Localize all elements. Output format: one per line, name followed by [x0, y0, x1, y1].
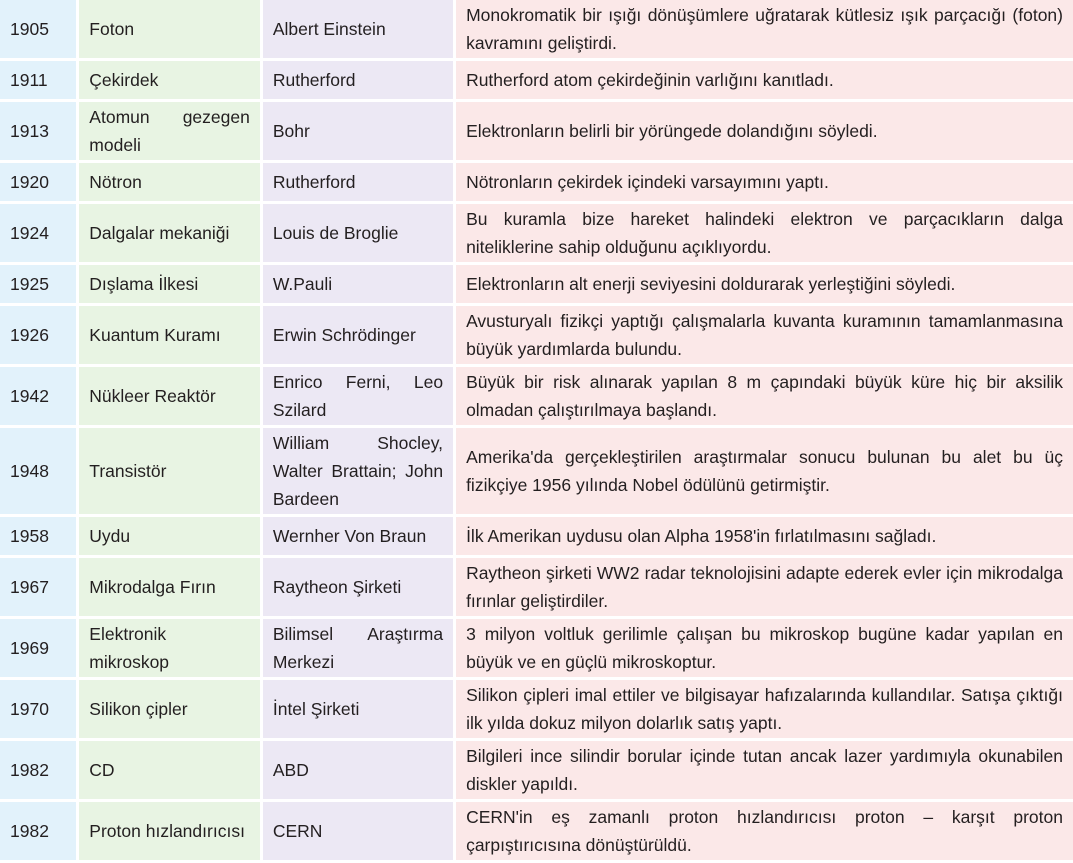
table-row	[0, 367, 1073, 425]
description-cell: Elektronların alt enerji seviyesini doldurarak yerleştiğini söyledi.	[456, 265, 1073, 303]
person-cell: Bilimsel Araştırma Merkezi	[263, 619, 453, 677]
year-cell: 1913	[0, 102, 76, 160]
person-cell: Bohr	[263, 102, 453, 160]
name-cell: Proton hızlandırıcısı	[79, 802, 260, 860]
table-row	[0, 163, 1073, 201]
name-cell: Foton	[79, 0, 260, 58]
person-cell: W.Pauli	[263, 265, 453, 303]
description-cell: CERN'in eş zamanlı proton hızlandırıcısı proton – karşıt proton çarpıştırıcısına dönüştürüldü.	[456, 802, 1073, 860]
year-cell: 1982	[0, 802, 76, 860]
person-cell: ABD	[263, 741, 453, 799]
year-cell: 1926	[0, 306, 76, 364]
table-row	[0, 517, 1073, 555]
year-cell: 1958	[0, 517, 76, 555]
description-cell: Elektronların belirli bir yörüngede dolandığını söyledi.	[456, 102, 1073, 160]
table-row	[0, 61, 1073, 99]
person-cell: Enrico Ferni, Leo Szilard	[263, 367, 453, 425]
year-cell: 1970	[0, 680, 76, 738]
year-cell: 1982	[0, 741, 76, 799]
name-cell: Dalgalar mekaniği	[79, 204, 260, 262]
table-row	[0, 558, 1073, 616]
person-cell: Louis de Broglie	[263, 204, 453, 262]
year-cell: 1967	[0, 558, 76, 616]
name-cell: Nükleer Reaktör	[79, 367, 260, 425]
year-cell: 1969	[0, 619, 76, 677]
description-cell: Büyük bir risk alınarak yapılan 8 m çapındaki büyük küre hiç bir aksilik olmadan çalıştırılmaya başlandı.	[456, 367, 1073, 425]
person-cell: Raytheon Şirketi	[263, 558, 453, 616]
description-cell: Amerika'da gerçekleştirilen araştırmalar sonucu bulunan bu alet bu üç fizikçiye 1956 yılında Nobel ödülünü getirmiştir.	[456, 428, 1073, 514]
name-cell: Mikrodalga Fırın	[79, 558, 260, 616]
table-row	[0, 741, 1073, 799]
description-cell: Monokromatik bir ışığı dönüşümlere uğratarak kütlesiz ışık parçacığı (foton) kavramını geliştirdi.	[456, 0, 1073, 58]
table-row	[0, 802, 1073, 860]
year-cell: 1905	[0, 0, 76, 58]
description-cell: Bilgileri ince silindir borular içinde tutan ancak lazer yardımıyla okunabilen diskler yapıldı.	[456, 741, 1073, 799]
name-cell: Uydu	[79, 517, 260, 555]
person-cell: Rutherford	[263, 163, 453, 201]
table-row	[0, 428, 1073, 514]
name-cell: Kuantum Kuramı	[79, 306, 260, 364]
year-cell: 1924	[0, 204, 76, 262]
table-row	[0, 204, 1073, 262]
person-cell: William Shocley, Walter Brattain; John Bardeen	[263, 428, 453, 514]
year-cell: 1920	[0, 163, 76, 201]
year-cell: 1911	[0, 61, 76, 99]
description-cell: Avusturyalı fizikçi yaptığı çalışmalarla kuvanta kuramının tamamlanmasına büyük yardımlarda bulundu.	[456, 306, 1073, 364]
name-cell: Çekirdek	[79, 61, 260, 99]
name-cell: Transistör	[79, 428, 260, 514]
description-cell: Raytheon şirketi WW2 radar teknolojisini adapte ederek evler için mikrodalga fırınlar geliştirdiler.	[456, 558, 1073, 616]
table-row	[0, 0, 1073, 58]
name-cell: Nötron	[79, 163, 260, 201]
name-cell: Atomun gezegen modeli	[79, 102, 260, 160]
person-cell: Albert Einstein	[263, 0, 453, 58]
description-cell: Bu kuramla bize hareket halindeki elektron ve parçacıkların dalga niteliklerine sahip olduğunu açıklıyordu.	[456, 204, 1073, 262]
year-cell: 1925	[0, 265, 76, 303]
table-row	[0, 619, 1073, 677]
person-cell: İntel Şirketi	[263, 680, 453, 738]
description-cell: İlk Amerikan uydusu olan Alpha 1958'in fırlatılmasını sağladı.	[456, 517, 1073, 555]
description-cell: Silikon çipleri imal ettiler ve bilgisayar hafızalarında kullandılar. Satışa çıktığı ilk yılda dokuz milyon dolarlık satış yaptı.	[456, 680, 1073, 738]
description-cell: Rutherford atom çekirdeğinin varlığını kanıtladı.	[456, 61, 1073, 99]
table-row	[0, 306, 1073, 364]
person-cell: Wernher Von Braun	[263, 517, 453, 555]
name-cell: CD	[79, 741, 260, 799]
person-cell: Rutherford	[263, 61, 453, 99]
year-cell: 1948	[0, 428, 76, 514]
person-cell: CERN	[263, 802, 453, 860]
table-row	[0, 102, 1073, 160]
year-cell: 1942	[0, 367, 76, 425]
person-cell: Erwin Schrödinger	[263, 306, 453, 364]
name-cell: Dışlama İlkesi	[79, 265, 260, 303]
description-cell: Nötronların çekirdek içindeki varsayımını yaptı.	[456, 163, 1073, 201]
description-cell: 3 milyon voltluk gerilimle çalışan bu mikroskop bugüne kadar yapılan en büyük ve en güçlü mikroskoptur.	[456, 619, 1073, 677]
table-row	[0, 680, 1073, 738]
name-cell: Elektronik mikroskop	[79, 619, 260, 677]
table-row	[0, 265, 1073, 303]
name-cell: Silikon çipler	[79, 680, 260, 738]
